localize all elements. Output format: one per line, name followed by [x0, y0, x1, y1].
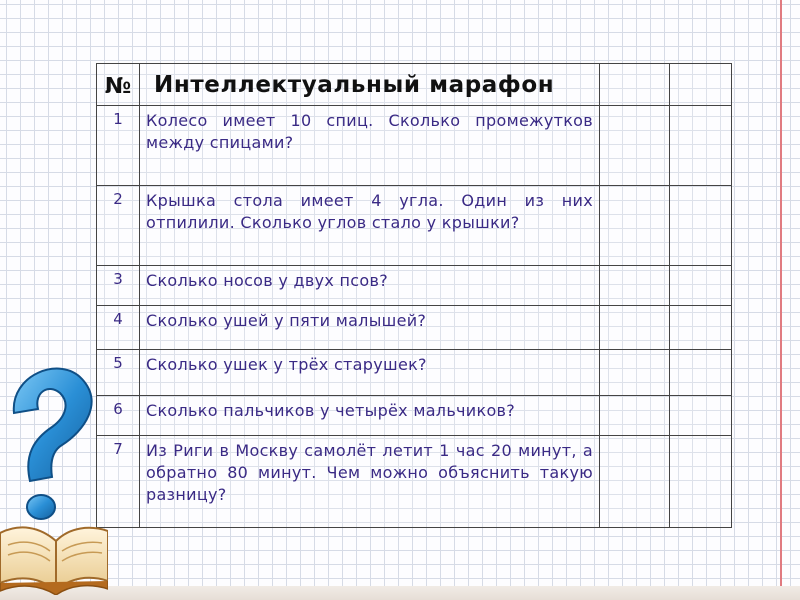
- question-text: Колесо имеет 10 спиц. Сколько промежутков между спицами?: [140, 106, 600, 186]
- answer-column-header-1: [600, 64, 670, 106]
- answer-cell-1: [600, 396, 670, 436]
- answer-cell-2: [670, 306, 732, 350]
- table-row: [97, 186, 732, 266]
- quiz-table: [96, 63, 732, 528]
- answer-cell-1: [600, 186, 670, 266]
- question-text: Сколько ушей у пяти малышей?: [140, 306, 600, 350]
- header-title: Интеллектуальный марафон: [140, 64, 600, 106]
- answer-cell-1: [600, 436, 670, 528]
- row-number: 3: [97, 266, 140, 306]
- table-row: [97, 266, 732, 306]
- question-text: Сколько носов у двух псов?: [140, 266, 600, 306]
- answer-cell-1: [600, 306, 670, 350]
- question-text: Сколько ушек у трёх старушек?: [140, 350, 600, 396]
- question-text: Крышка стола имеет 4 угла. Один из них отпилили. Сколько углов стало у крышки?: [140, 186, 600, 266]
- table-row: [97, 396, 732, 436]
- row-number: 4: [97, 306, 140, 350]
- answer-cell-1: [600, 266, 670, 306]
- row-number: 5: [97, 350, 140, 396]
- answer-cell-1: [600, 106, 670, 186]
- row-number: 2: [97, 186, 140, 266]
- row-number: 7: [97, 436, 140, 528]
- row-number: 1: [97, 106, 140, 186]
- table-row: [97, 306, 732, 350]
- answer-column-header-2: [670, 64, 732, 106]
- answer-cell-2: [670, 396, 732, 436]
- question-mark-book-icon: [0, 355, 108, 595]
- table-row: [97, 106, 732, 186]
- page-bottom-edge: [0, 586, 800, 600]
- question-text: Сколько пальчиков у четырёх мальчиков?: [140, 396, 600, 436]
- table-header-row: [97, 64, 732, 106]
- table-row: [97, 350, 732, 396]
- book-cover: [0, 581, 108, 595]
- answer-cell-1: [600, 350, 670, 396]
- question-text: Из Риги в Москву самолёт летит 1 час 20 минут, а обратно 80 минут. Чем можно объяснить такую разницу?: [140, 436, 600, 528]
- question-mark-dot: [27, 495, 55, 519]
- margin-line: [780, 0, 782, 600]
- row-number: 6: [97, 396, 140, 436]
- answer-cell-2: [670, 350, 732, 396]
- answer-cell-2: [670, 266, 732, 306]
- answer-cell-2: [670, 436, 732, 528]
- table-row: [97, 436, 732, 528]
- answer-cell-2: [670, 186, 732, 266]
- answer-cell-2: [670, 106, 732, 186]
- question-mark-shape: [14, 369, 92, 481]
- header-number: №: [97, 64, 140, 106]
